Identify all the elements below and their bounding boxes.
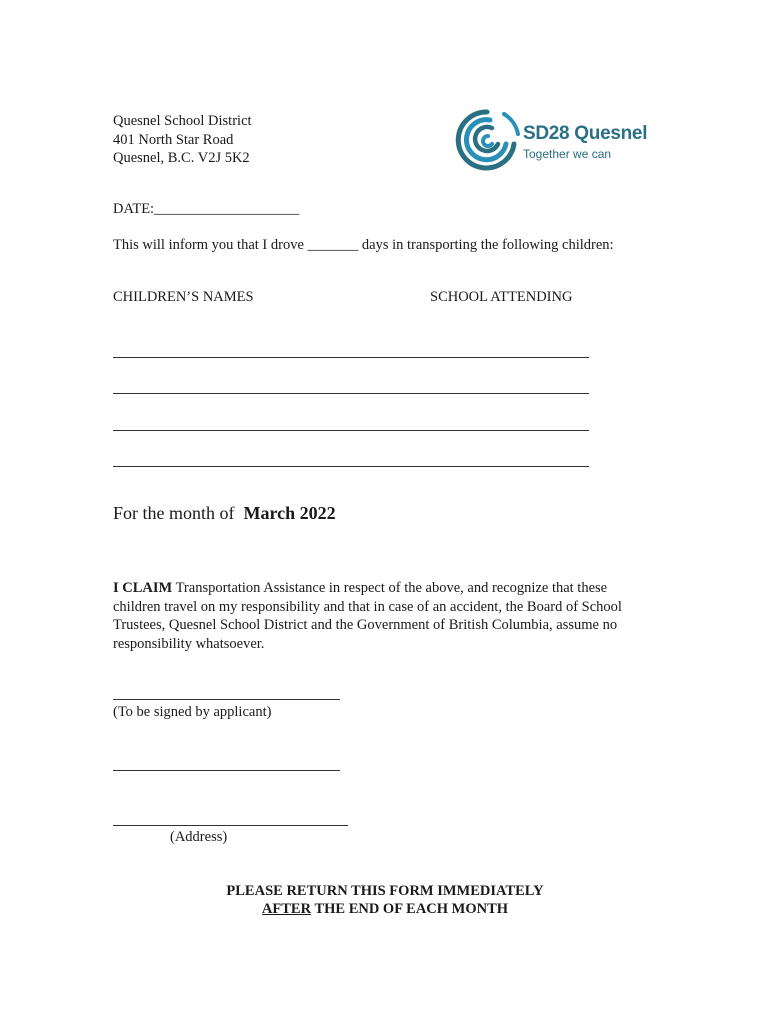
return-notice-line1: PLEASE RETURN THIS FORM IMMEDIATELY bbox=[226, 883, 544, 899]
school-attending-header: SCHOOL ATTENDING bbox=[430, 289, 573, 305]
district-street: 401 North Star Road bbox=[113, 131, 234, 148]
after-underlined: AFTER bbox=[261, 901, 312, 917]
children-names-header: CHILDREN’S NAMES bbox=[113, 289, 254, 305]
address-label: (Address) bbox=[170, 829, 228, 845]
children-entry-line[interactable] bbox=[113, 357, 589, 358]
swirl-logo-icon bbox=[452, 104, 522, 178]
district-name: Quesnel School District bbox=[113, 113, 252, 129]
date-field[interactable]: DATE:____________________ bbox=[113, 201, 300, 217]
applicant-signature-line[interactable] bbox=[113, 699, 340, 700]
district-address bbox=[113, 112, 252, 168]
return-notice-line2 bbox=[0, 901, 770, 918]
claim-bold: I CLAIM bbox=[113, 580, 173, 596]
signed-label: (To be signed by applicant) bbox=[113, 704, 272, 720]
children-entry-line[interactable] bbox=[113, 430, 589, 431]
children-entry-line[interactable] bbox=[113, 393, 589, 394]
children-entry-line[interactable] bbox=[113, 466, 589, 467]
sd28-logo bbox=[452, 104, 648, 178]
logo-tagline: Together we can bbox=[523, 147, 612, 161]
address-line[interactable] bbox=[113, 825, 348, 826]
name-line[interactable] bbox=[113, 770, 340, 771]
claim-paragraph bbox=[113, 579, 643, 653]
claim-text: Transportation Assistance in respect of the above, and recognize that these children travel on my responsibility and that in case of an accident, the Board of School Trustees, Quesnel School District and the Government of British Columbia, assume no responsibility whatsoever. bbox=[113, 580, 622, 652]
month-line bbox=[113, 503, 336, 524]
inform-statement: This will inform you that I drove _______ days in transporting the following children: bbox=[113, 237, 614, 253]
district-city: Quesnel, B.C. V2J 5K2 bbox=[113, 150, 250, 166]
logo-title: SD28 Quesnel bbox=[523, 123, 648, 144]
return-notice-rest: THE END OF EACH MONTH bbox=[311, 901, 509, 917]
month-value: March 2022 bbox=[243, 503, 336, 523]
month-prefix: For the month of bbox=[113, 503, 235, 523]
